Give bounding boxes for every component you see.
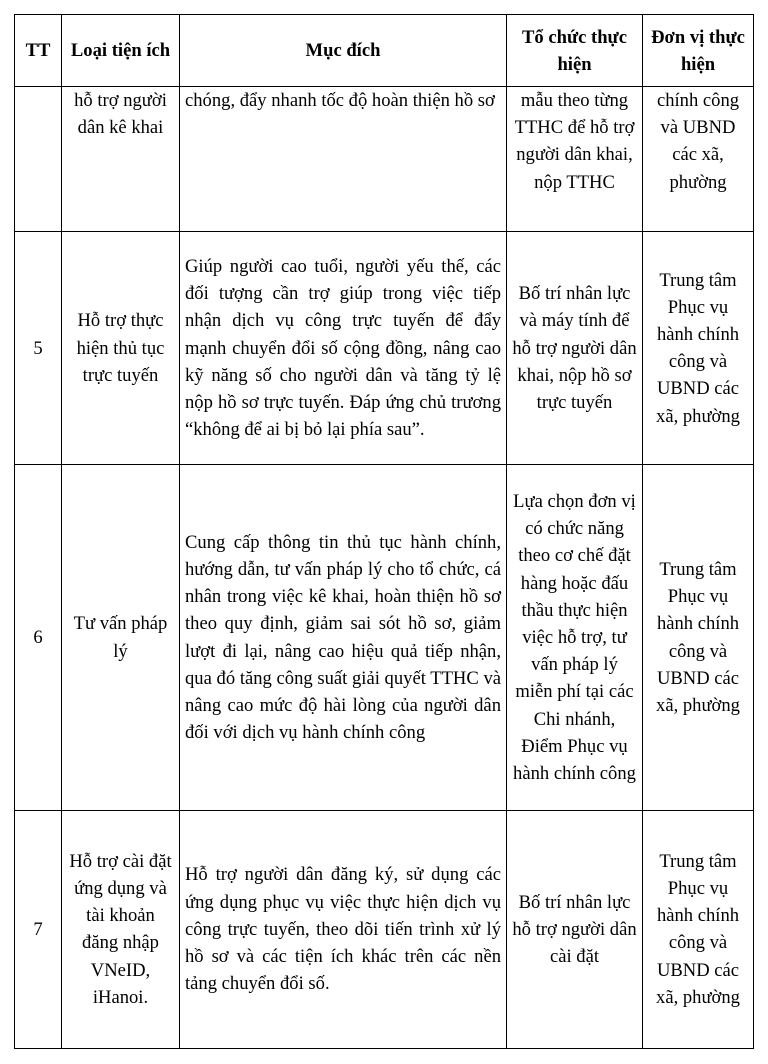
cell-loai-tien-ich: Hỗ trợ thực hiện thủ tục trực tuyến [62,232,180,465]
cell-muc-dich: chóng, đẩy nhanh tốc độ hoàn thiện hồ sơ [180,87,507,232]
cell-loai-tien-ich: Hỗ trợ cài đặt ứng dụng và tài khoản đăng nhập VNeID, iHanoi. [62,810,180,1048]
cell-don-vi-thuc-hien: chính công và UBND các xã, phường [643,87,754,232]
cell-muc-dich: Giúp người cao tuổi, người yếu thế, các đối tượng cần trợ giúp trong việc tiếp nhận dịch vụ công trực tuyến để đẩy mạnh chuyển đổi số cộng đồng, nâng cao kỹ năng số cho người dân và tăng tỷ lệ nộp hồ sơ trực tuyến. Đáp ứng chủ trương “không để ai bị bỏ lại phía sau”. [180,232,507,465]
table-row [15,810,754,1048]
cell-to-chuc-thuc-hien: Bố trí nhân lực hỗ trợ người dân cài đặt [507,810,643,1048]
header-muc-dich: Mục đích [180,15,507,87]
cell-loai-tien-ich: Tư vấn pháp lý [62,465,180,810]
header-loai-tien-ich: Loại tiện ích [62,15,180,87]
table-header-row [15,15,754,87]
cell-to-chuc-thuc-hien: Lựa chọn đơn vị có chức năng theo cơ chế đặt hàng hoặc đấu thầu thực hiện việc hỗ trợ, tư vấn pháp lý miễn phí tại các Chi nhánh, Điểm Phục vụ hành chính công [507,465,643,810]
cell-don-vi-thuc-hien: Trung tâm Phục vụ hành chính công và UBND các xã, phường [643,810,754,1048]
cell-tt: 5 [15,232,62,465]
cell-don-vi-thuc-hien: Trung tâm Phục vụ hành chính công và UBND các xã, phường [643,465,754,810]
cell-tt: 6 [15,465,62,810]
header-tt: TT [15,15,62,87]
table-row [15,232,754,465]
cell-don-vi-thuc-hien: Trung tâm Phục vụ hành chính công và UBND các xã, phường [643,232,754,465]
utilities-table [14,14,754,1049]
table-row [15,87,754,232]
cell-muc-dich: Cung cấp thông tin thủ tục hành chính, hướng dẫn, tư vấn pháp lý cho tổ chức, cá nhân trong việc kê khai, hoàn thiện hồ sơ theo quy định, giảm sai sót hồ sơ, giảm lượt đi lại, nâng cao hiệu quả tiếp nhận, qua đó tăng công suất giải quyết TTHC và nâng cao mức độ hài lòng của người dân đối với dịch vụ hành chính công [180,465,507,810]
cell-muc-dich: Hỗ trợ người dân đăng ký, sử dụng các ứng dụng phục vụ việc thực hiện dịch vụ công trực tuyến, theo dõi tiến trình xử lý hồ sơ và các tiện ích khác trên các nền tảng chuyển đổi số. [180,810,507,1048]
cell-to-chuc-thuc-hien: mẫu theo từng TTHC để hỗ trợ người dân khai, nộp TTHC [507,87,643,232]
header-to-chuc-thuc-hien: Tổ chức thực hiện [507,15,643,87]
header-don-vi-thuc-hien: Đơn vị thực hiện [643,15,754,87]
cell-to-chuc-thuc-hien: Bố trí nhân lực và máy tính để hỗ trợ người dân khai, nộp hồ sơ trực tuyến [507,232,643,465]
cell-tt [15,87,62,232]
table-row [15,465,754,810]
cell-loai-tien-ich: hỗ trợ người dân kê khai [62,87,180,232]
cell-tt: 7 [15,810,62,1048]
